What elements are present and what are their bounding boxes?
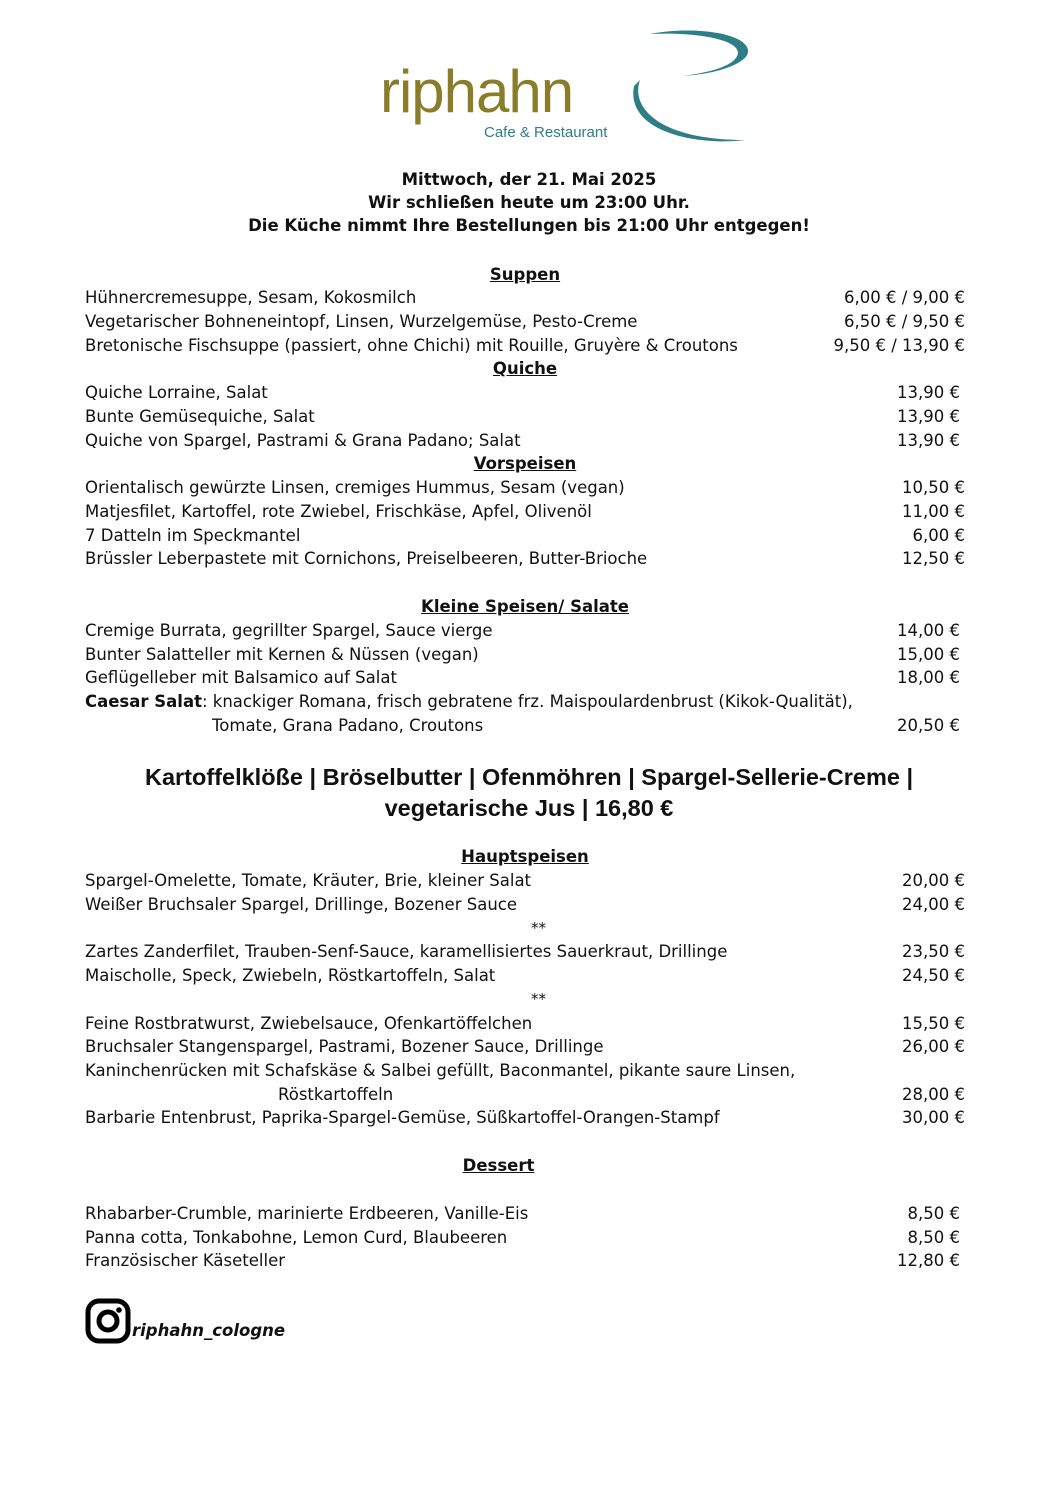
instagram-link[interactable] [85, 1298, 385, 1348]
item-name: Bunter Salatteller mit Kernen & Nüssen (vegan) [85, 645, 479, 664]
menu-item [85, 502, 965, 525]
logo-subtitle: Cafe & Restaurant [484, 124, 608, 141]
menu-item [85, 942, 965, 965]
special-line-2: vegetarische Jus | 16,80 € [384, 795, 674, 821]
item-price: 18,00 € [897, 668, 960, 687]
item-name: Hühnercremesuppe, Sesam, Kokosmilch [85, 288, 417, 307]
item-name-cont: Röstkartoffeln [278, 1085, 394, 1104]
item-price: 26,00 € [902, 1037, 965, 1056]
item-name: Cremige Burrata, gegrillter Spargel, Sauce vierge [85, 621, 493, 640]
section-title-hauptspeisen: Hauptspeisen [461, 847, 589, 866]
menu-item-kaninchen [85, 1061, 965, 1084]
item-price: 20,50 € [897, 716, 960, 735]
menu-item [85, 478, 965, 501]
menu-item [85, 549, 965, 572]
item-name: Quiche Lorraine, Salat [85, 383, 268, 402]
item-name: Feine Rostbratwurst, Zwiebelsauce, Ofenkartöffelchen [85, 1014, 533, 1033]
item-name: Rhabarber-Crumble, marinierte Erdbeeren, Vanille-Eis [85, 1204, 529, 1223]
item-name [85, 692, 853, 711]
instagram-icon [85, 1298, 131, 1344]
section-title-suppen: Suppen [489, 265, 561, 284]
menu-item [85, 1037, 965, 1060]
menu-item [85, 288, 965, 311]
item-name: Zartes Zanderfilet, Trauben-Senf-Sauce, karamellisiertes Sauerkraut, Drillinge [85, 942, 728, 961]
menu-item [85, 383, 965, 406]
menu-item [85, 621, 965, 644]
item-price: 13,90 € [897, 431, 960, 450]
instagram-handle[interactable]: riphahn_cologne [132, 1321, 286, 1340]
item-price: 9,50 € / 13,90 € [833, 336, 965, 355]
item-name: Brüssler Leberpastete mit Cornichons, Preiselbeeren, Butter-Brioche [85, 549, 648, 568]
menu-item [85, 526, 965, 549]
item-price: 12,50 € [902, 549, 965, 568]
item-name: 7 Datteln im Speckmantel [85, 526, 301, 545]
menu-item [85, 668, 965, 691]
logo-wordmark: riphahn [380, 58, 574, 125]
menu-item [85, 336, 965, 359]
item-name: Quiche von Spargel, Pastrami & Grana Padano; Salat [85, 431, 521, 450]
item-price: 24,00 € [902, 895, 965, 914]
item-price: 15,50 € [902, 1014, 965, 1033]
menu-section [85, 0, 965, 1300]
item-price: 12,80 € [897, 1251, 960, 1270]
item-name: Geflügelleber mit Balsamico auf Salat [85, 668, 397, 687]
item-name: Panna cotta, Tonkabohne, Lemon Curd, Blaubeeren [85, 1228, 508, 1247]
item-name: Spargel-Omelette, Tomate, Kräuter, Brie, kleiner Salat [85, 871, 532, 890]
section-title-kleine-speisen: Kleine Speisen/ Salate [421, 597, 629, 616]
menu-item [85, 871, 965, 894]
item-price: 15,00 € [897, 645, 960, 664]
menu-item [85, 312, 965, 335]
item-name: Bruchsaler Stangenspargel, Pastrami, Bozener Sauce, Drillinge [85, 1037, 604, 1056]
section-title-quiche: Quiche [492, 359, 558, 378]
item-price: 8,50 € [907, 1228, 960, 1247]
item-name: Französischer Käseteller [85, 1251, 285, 1270]
menu-item [85, 1251, 965, 1274]
menu-item-caesar-cont [85, 716, 965, 739]
menu-item [85, 895, 965, 918]
menu-item [85, 407, 965, 430]
item-price: 6,50 € / 9,50 € [843, 312, 965, 331]
item-price: 13,90 € [897, 407, 960, 426]
item-name: Bunte Gemüsequiche, Salat [85, 407, 315, 426]
item-price: 30,00 € [902, 1108, 965, 1127]
item-price: 6,00 € / 9,00 € [843, 288, 965, 307]
kitchen-hours-line: Die Küche nimmt Ihre Bestellungen bis 21:00 Uhr entgegen! [248, 216, 810, 235]
item-name: Bretonische Fischsuppe (passiert, ohne Chichi) mit Rouille, Gruyère & Croutons [85, 336, 738, 355]
item-price: 28,00 € [902, 1085, 965, 1104]
caesar-desc-1: : knackiger Romana, frisch gebratene frz. Maispoulardenbrust (Kikok-Qualität), [201, 692, 853, 711]
menu-item [85, 1204, 965, 1227]
section-title-vorspeisen: Vorspeisen [473, 454, 577, 473]
caesar-desc-2: Tomate, Grana Padano, Croutons [212, 716, 484, 735]
menu-item [85, 431, 965, 454]
closing-time-line: Wir schließen heute um 23:00 Uhr. [368, 193, 690, 212]
menu-item [85, 645, 965, 668]
item-name: Weißer Bruchsaler Spargel, Drillinge, Bozener Sauce [85, 895, 517, 914]
item-price: 10,50 € [902, 478, 965, 497]
item-price: 11,00 € [902, 502, 965, 521]
date-line: Mittwoch, der 21. Mai 2025 [401, 170, 657, 189]
item-price: 8,50 € [907, 1204, 960, 1223]
menu-item [85, 966, 965, 989]
section-title-dessert: Dessert [462, 1156, 535, 1175]
menu-item-caesar [85, 692, 965, 715]
menu-item [85, 1014, 965, 1037]
special-line-1: Kartoffelklöße | Bröselbutter | Ofenmöhren | Spargel-Sellerie-Creme | [144, 764, 914, 790]
item-price: 24,50 € [902, 966, 965, 985]
item-name: Matjesfilet, Kartoffel, rote Zwiebel, Frischkäse, Apfel, Olivenöl [85, 502, 592, 521]
item-price: 13,90 € [897, 383, 960, 402]
item-price: 23,50 € [902, 942, 965, 961]
menu-item [85, 1108, 965, 1131]
item-name: Vegetarischer Bohneneintopf, Linsen, Wurzelgemüse, Pesto-Creme [85, 312, 638, 331]
item-price: 14,00 € [897, 621, 960, 640]
item-price: 20,00 € [902, 871, 965, 890]
item-name: Orientalisch gewürzte Linsen, cremiges Hummus, Sesam (vegan) [85, 478, 625, 497]
menu-item-kaninchen-cont [85, 1085, 965, 1108]
item-price: 6,00 € [912, 526, 965, 545]
separator-stars: ** [531, 919, 546, 937]
separator-stars: ** [531, 990, 546, 1008]
item-name: Barbarie Entenbrust, Paprika-Spargel-Gemüse, Süßkartoffel-Orangen-Stampf [85, 1108, 720, 1127]
menu-item [85, 1228, 965, 1251]
item-name: Kaninchenrücken mit Schafskäse & Salbei gefüllt, Baconmantel, pikante saure Linsen, [85, 1061, 796, 1080]
daily-special [0, 762, 1058, 824]
caesar-title: Caesar Salat [85, 692, 202, 711]
item-name: Maischolle, Speck, Zwiebeln, Röstkartoffeln, Salat [85, 966, 496, 985]
